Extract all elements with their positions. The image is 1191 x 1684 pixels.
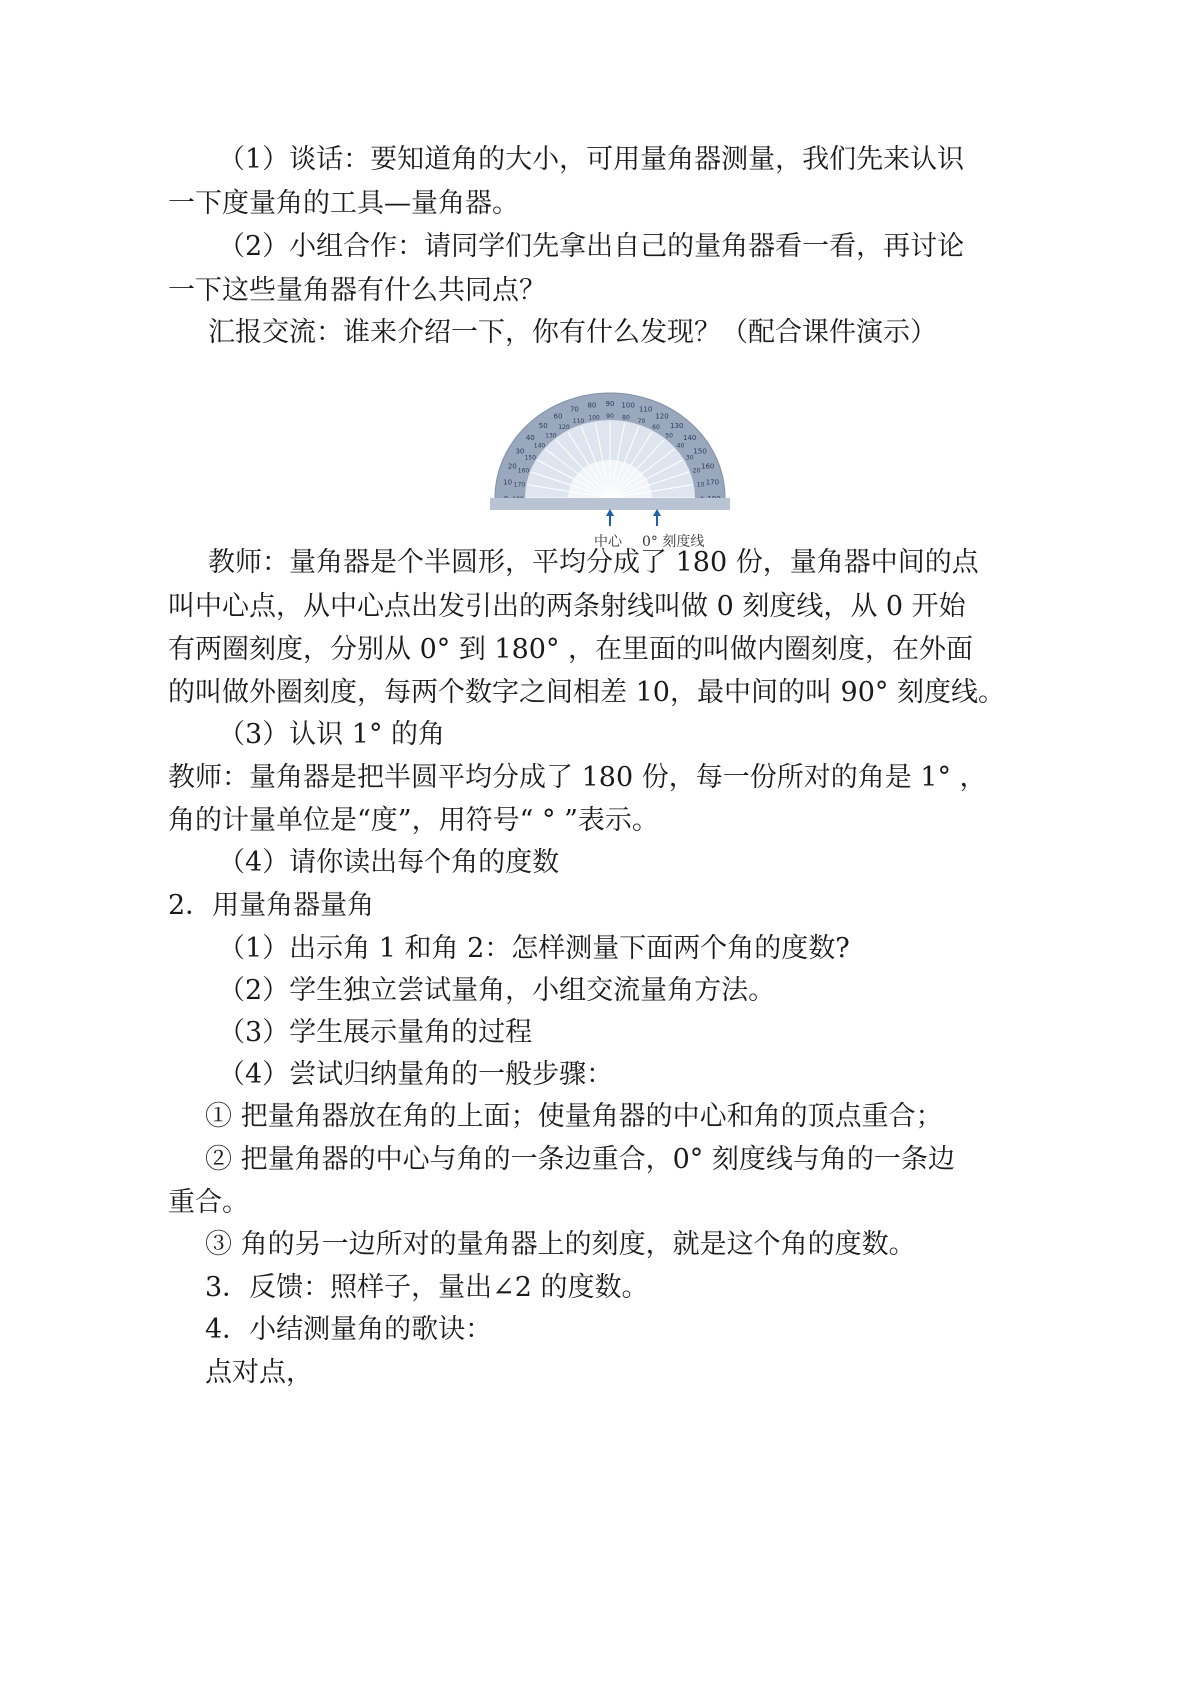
scale-number: 20 bbox=[507, 462, 517, 471]
paragraph-line: （4）请你读出每个角的度数 bbox=[218, 847, 560, 878]
paragraph-line: 角的计量单位是“度”，用符号“ ° ”表示。 bbox=[168, 805, 659, 836]
scale-number: 110 bbox=[638, 405, 653, 414]
scale-number: 70 bbox=[637, 418, 646, 425]
scale-number: 140 bbox=[683, 433, 697, 442]
scale-number: 100 bbox=[588, 414, 600, 422]
paragraph-line: （2）学生独立尝试量角，小组交流量角方法。 bbox=[218, 975, 776, 1006]
scale-number: 30 bbox=[685, 454, 694, 462]
paragraph-line: （4）尝试归纳量角的一般步骤： bbox=[218, 1059, 614, 1090]
paragraph-line: （1）出示角 1 和角 2：怎样测量下面两个角的度数? bbox=[218, 933, 850, 964]
paragraph-line: （1）谈话：要知道角的大小，可用量角器测量，我们先来认识 bbox=[218, 144, 965, 175]
paragraph-line: 重合。 bbox=[168, 1187, 249, 1218]
scale-number: 90 bbox=[605, 400, 615, 408]
paragraph-line: 一下这些量角器有什么共同点？ bbox=[168, 275, 546, 306]
scale-number: 40 bbox=[525, 433, 535, 442]
paragraph-line: 教师：量角器是个半圆形，平均分成了 180 份，量角器中间的点 bbox=[208, 547, 979, 578]
scale-number: 50 bbox=[538, 422, 548, 431]
paragraph-line: 叫中心点，从中心点出发引出的两条射线叫做 0 刻度线，从 0 开始 bbox=[168, 591, 966, 622]
section-heading: 3．反馈：照样子，量出∠2 的度数。 bbox=[205, 1272, 649, 1303]
scale-number: 70 bbox=[569, 405, 579, 414]
scale-number: 10 bbox=[503, 478, 513, 487]
scale-number: 10 bbox=[696, 481, 705, 489]
scale-number: 80 bbox=[622, 414, 630, 422]
scale-number: 20 bbox=[692, 467, 701, 475]
section-heading: 4．小结测量角的歌诀： bbox=[205, 1314, 493, 1345]
step-item: ① 把量角器放在角的上面；使量角器的中心和角的顶点重合； bbox=[205, 1101, 943, 1132]
paragraph-line: 一下度量角的工具—量角器。 bbox=[168, 188, 519, 219]
step-item: ③ 角的另一边所对的量角器上的刻度，就是这个角的度数。 bbox=[205, 1229, 916, 1260]
scale-number: 120 bbox=[655, 412, 669, 421]
paragraph-line: 汇报交流：谁来介绍一下，你有什么发现？（配合课件演示） bbox=[208, 317, 937, 348]
scale-number: 100 bbox=[621, 401, 635, 410]
paragraph-line: （3）认识 1° 的角 bbox=[218, 719, 446, 750]
scale-number: 60 bbox=[553, 412, 563, 421]
scale-number: 90 bbox=[606, 413, 614, 420]
scale-number: 130 bbox=[670, 422, 684, 431]
zero-line-label: 0° 刻度线 bbox=[642, 534, 705, 550]
scale-number: 30 bbox=[515, 447, 525, 456]
protractor-figure bbox=[490, 388, 730, 558]
scale-number: 130 bbox=[545, 432, 557, 440]
paragraph-line: 点对点， bbox=[205, 1357, 313, 1388]
scale-number: 120 bbox=[558, 424, 570, 432]
scale-number: 110 bbox=[572, 418, 585, 425]
paragraph-line: （2）小组合作：请同学们先拿出自己的量角器看一看，再讨论 bbox=[218, 231, 965, 262]
scale-number: 50 bbox=[665, 432, 673, 440]
scale-number: 150 bbox=[693, 447, 707, 456]
scale-number: 160 bbox=[701, 462, 715, 471]
center-label: 中心 bbox=[594, 534, 622, 550]
scale-number: 150 bbox=[524, 454, 537, 462]
paragraph-line: 的叫做外圈刻度，每两个数字之间相差 10，最中间的叫 90° 刻度线。 bbox=[168, 677, 1005, 708]
section-heading: 2．用量角器量角 bbox=[168, 890, 375, 921]
paragraph-line: 教师：量角器是把半圆平均分成了 180 份，每一份所对的角是 1° ， bbox=[168, 762, 987, 793]
scale-number: 40 bbox=[676, 442, 685, 450]
scale-number: 170 bbox=[705, 478, 720, 487]
step-item: ② 把量角器的中心与角的一条边重合，0° 刻度线与角的一条边 bbox=[205, 1144, 955, 1175]
scale-number: 170 bbox=[513, 481, 526, 489]
scale-number: 80 bbox=[587, 401, 597, 410]
scale-number: 60 bbox=[652, 424, 660, 432]
paragraph-line: （3）学生展示量角的过程 bbox=[218, 1017, 533, 1048]
scale-number: 160 bbox=[517, 467, 530, 475]
scale-number: 140 bbox=[533, 442, 546, 450]
paragraph-line: 有两圈刻度，分别从 0° 到 180° ，在里面的叫做内圈刻度，在外面 bbox=[168, 634, 974, 665]
